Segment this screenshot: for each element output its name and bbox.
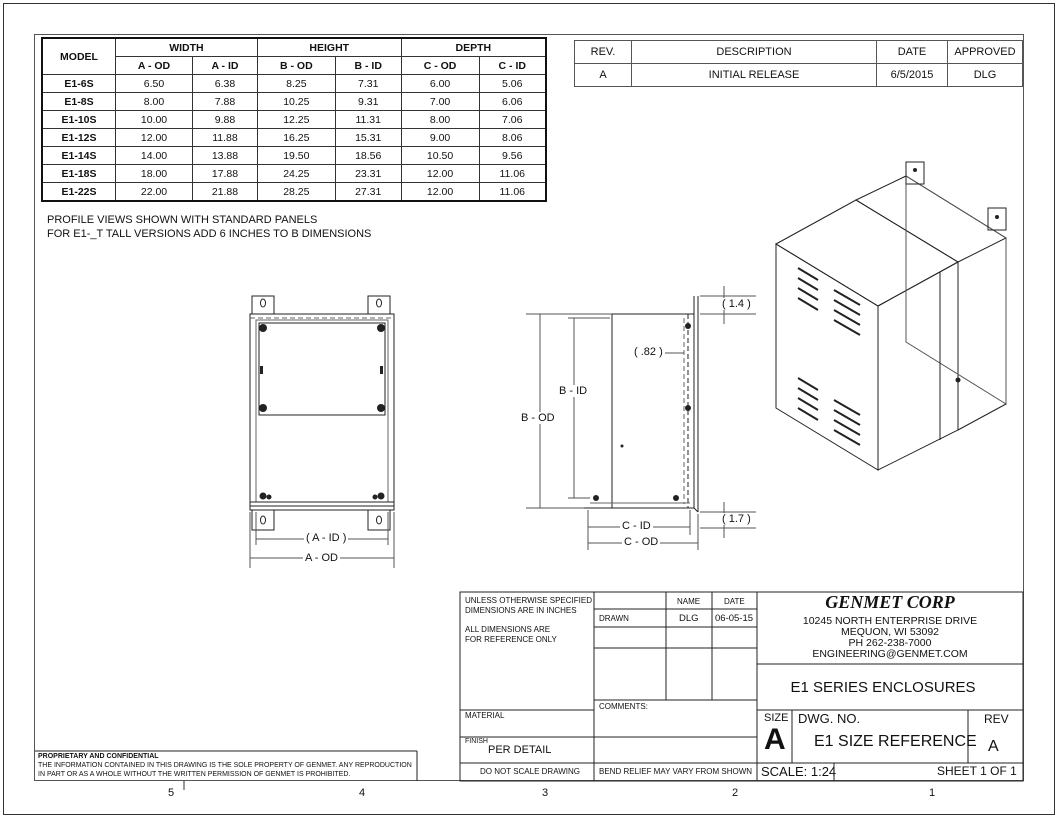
tb-rev-value: A — [988, 738, 999, 755]
dimension-cell: 6.50 — [116, 75, 193, 93]
tb-finish-label: FINISH — [465, 738, 488, 745]
tb-address-line-1: 10245 NORTH ENTERPRISE DRIVE — [802, 615, 978, 627]
dimension-cell: 9.56 — [479, 147, 546, 165]
tb-do-not-scale: DO NOT SCALE DRAWING — [480, 767, 581, 776]
dimension-cell: 14.00 — [116, 147, 193, 165]
model-cell: E1-12S — [42, 129, 116, 147]
tb-dwg-no-value: E1 SIZE REFERENCE — [814, 733, 977, 750]
subheader-b-od: B - OD — [257, 57, 335, 75]
rev-header-rev: REV. — [575, 41, 632, 64]
zone-label-1: 1 — [929, 787, 936, 799]
dimension-cell: 22.00 — [116, 183, 193, 202]
dimension-cell: 12.00 — [401, 165, 479, 183]
dim-a-id: ( A - ID ) — [306, 532, 347, 544]
dimension-cell: 18.00 — [116, 165, 193, 183]
model-cell: E1-22S — [42, 183, 116, 202]
tb-reference-line-1: ALL DIMENSIONS ARE — [465, 625, 551, 634]
note-line-2: FOR E1-_T TALL VERSIONS ADD 6 INCHES TO B DIMENSIONS — [47, 228, 372, 240]
model-cell: E1-14S — [42, 147, 116, 165]
dim-flange: ( .82 ) — [634, 346, 663, 358]
zone-label-2: 2 — [732, 787, 739, 799]
tb-drawn-name: DLG — [679, 613, 699, 624]
tb-unless-note — [465, 596, 592, 616]
dimension-cell: 6.06 — [479, 93, 546, 111]
dim-a-od: A - OD — [305, 552, 339, 564]
dimension-cell: 11.06 — [479, 165, 546, 183]
dimension-cell: 6.00 — [401, 75, 479, 93]
dimension-cell: 7.31 — [335, 75, 401, 93]
tb-finish-value: PER DETAIL — [488, 744, 552, 756]
dimension-cell: 10.50 — [401, 147, 479, 165]
dimension-cell: 12.25 — [257, 111, 335, 129]
header-width: WIDTH — [116, 38, 258, 57]
dimension-cell: 27.31 — [335, 183, 401, 202]
dimension-cell: 10.00 — [116, 111, 193, 129]
note-line-1: PROFILE VIEWS SHOWN WITH STANDARD PANELS — [47, 214, 318, 226]
subheader-b-id: B - ID — [335, 57, 401, 75]
rev-header-description: DESCRIPTION — [632, 41, 877, 64]
dimension-cell: 9.00 — [401, 129, 479, 147]
dimension-cell: 17.88 — [193, 165, 258, 183]
dimension-cell: 8.00 — [401, 111, 479, 129]
tb-address-phone: PH 262-238-7000 — [848, 637, 932, 649]
tb-dwg-no-label: DWG. NO. — [798, 711, 861, 726]
model-cell: E1-8S — [42, 93, 116, 111]
tb-name-label: NAME — [677, 597, 701, 606]
isometric-view — [776, 162, 1006, 470]
rev-value-approved: DLG — [948, 64, 1023, 87]
proprietary-heading: PROPRIETARY AND CONFIDENTIAL — [38, 753, 159, 760]
model-cell: E1-18S — [42, 165, 116, 183]
zone-label-3: 3 — [542, 787, 549, 799]
rev-header-approved: APPROVED — [948, 41, 1023, 64]
dimension-cell: 24.25 — [257, 165, 335, 183]
tb-sheet: SHEET 1 OF 1 — [937, 764, 1017, 778]
dimension-cell: 11.06 — [479, 183, 546, 202]
tb-address-email: ENGINEERING@GENMET.COM — [812, 648, 968, 660]
subheader-a-id: A - ID — [193, 57, 258, 75]
dimension-cell: 11.31 — [335, 111, 401, 129]
dimension-cell: 8.06 — [479, 129, 546, 147]
dim-c-od: C - OD — [624, 536, 659, 548]
proprietary-notice — [38, 752, 412, 779]
dimension-cell: 7.06 — [479, 111, 546, 129]
tb-date-label: DATE — [724, 597, 745, 606]
dimension-cell: 13.88 — [193, 147, 258, 165]
tb-size-value: A — [764, 723, 786, 756]
dim-top-offset: ( 1.4 ) — [722, 298, 751, 310]
dimension-cell: 6.38 — [193, 75, 258, 93]
model-cell: E1-10S — [42, 111, 116, 129]
rev-value-description: INITIAL RELEASE — [632, 64, 877, 87]
dimension-cell: 7.00 — [401, 93, 479, 111]
tb-unless-line-1: UNLESS OTHERWISE SPECIFIED — [465, 596, 592, 605]
dimension-cell: 7.88 — [193, 93, 258, 111]
tb-scale: SCALE: 1:24 — [761, 764, 837, 779]
zone-label-4: 4 — [359, 787, 366, 799]
tb-bend-relief: BEND RELIEF MAY VARY FROM SHOWN — [599, 767, 753, 776]
dim-c-id: C - ID — [622, 520, 651, 532]
dim-b-id: B - ID — [559, 385, 588, 397]
subheader-c-od: C - OD — [401, 57, 479, 75]
dimension-cell: 11.88 — [193, 129, 258, 147]
tb-company-name: GENMET CORP — [825, 592, 955, 612]
dimension-cell: 15.31 — [335, 129, 401, 147]
tb-material-label: MATERIAL — [465, 711, 505, 720]
dimension-cell: 9.31 — [335, 93, 401, 111]
tb-drawing-title: E1 SERIES ENCLOSURES — [790, 679, 976, 696]
dimension-cell: 19.50 — [257, 147, 335, 165]
dimension-cell: 8.00 — [116, 93, 193, 111]
dimension-cell: 18.56 — [335, 147, 401, 165]
zone-label-5: 5 — [168, 787, 175, 799]
rev-header-date: DATE — [877, 41, 948, 64]
dimension-cell: 8.25 — [257, 75, 335, 93]
header-model: MODEL — [42, 38, 116, 75]
front-view — [250, 296, 394, 530]
model-cell: E1-6S — [42, 75, 116, 93]
tb-drawn-label: DRAWN — [599, 614, 629, 623]
proprietary-line-1: THE INFORMATION CONTAINED IN THIS DRAWING IS THE SOLE PROPERTY OF GENMET. ANY REPRODUCTION — [38, 762, 412, 769]
tb-unless-line-2: DIMENSIONS ARE IN INCHES — [465, 606, 577, 615]
dimension-cell: 9.88 — [193, 111, 258, 129]
subheader-a-od: A - OD — [116, 57, 193, 75]
dimension-cell: 23.31 — [335, 165, 401, 183]
tb-address-line-2: MEQUON, WI 53092 — [840, 626, 940, 638]
dimension-cell: 21.88 — [193, 183, 258, 202]
dimension-cell: 5.06 — [479, 75, 546, 93]
rev-value-date: 6/5/2015 — [877, 64, 948, 87]
side-view — [584, 296, 698, 512]
dimension-cell: 16.25 — [257, 129, 335, 147]
dim-bottom-offset: ( 1.7 ) — [722, 513, 751, 525]
dimension-cell: 10.25 — [257, 93, 335, 111]
dimension-cell: 12.00 — [116, 129, 193, 147]
tb-comments-label: COMMENTS: — [599, 702, 648, 711]
tb-reference-note — [465, 625, 557, 645]
dimension-cell: 12.00 — [401, 183, 479, 202]
tb-company-address — [757, 616, 1023, 660]
header-depth: DEPTH — [401, 38, 546, 57]
tb-rev-label: REV — [984, 712, 1009, 726]
dim-b-od: B - OD — [521, 412, 555, 424]
tb-reference-line-2: FOR REFERENCE ONLY — [465, 635, 557, 644]
header-height: HEIGHT — [257, 38, 401, 57]
tb-size-label: SIZE — [764, 712, 789, 724]
subheader-c-id: C - ID — [479, 57, 546, 75]
tb-drawn-date: 06-05-15 — [715, 613, 754, 624]
dimension-cell: 28.25 — [257, 183, 335, 202]
rev-value-rev: A — [575, 64, 632, 87]
proprietary-line-2: IN PART OR AS A WHOLE WITHOUT THE WRITTEN PERMISSION OF GENMET IS PROHIBITED. — [38, 771, 351, 778]
